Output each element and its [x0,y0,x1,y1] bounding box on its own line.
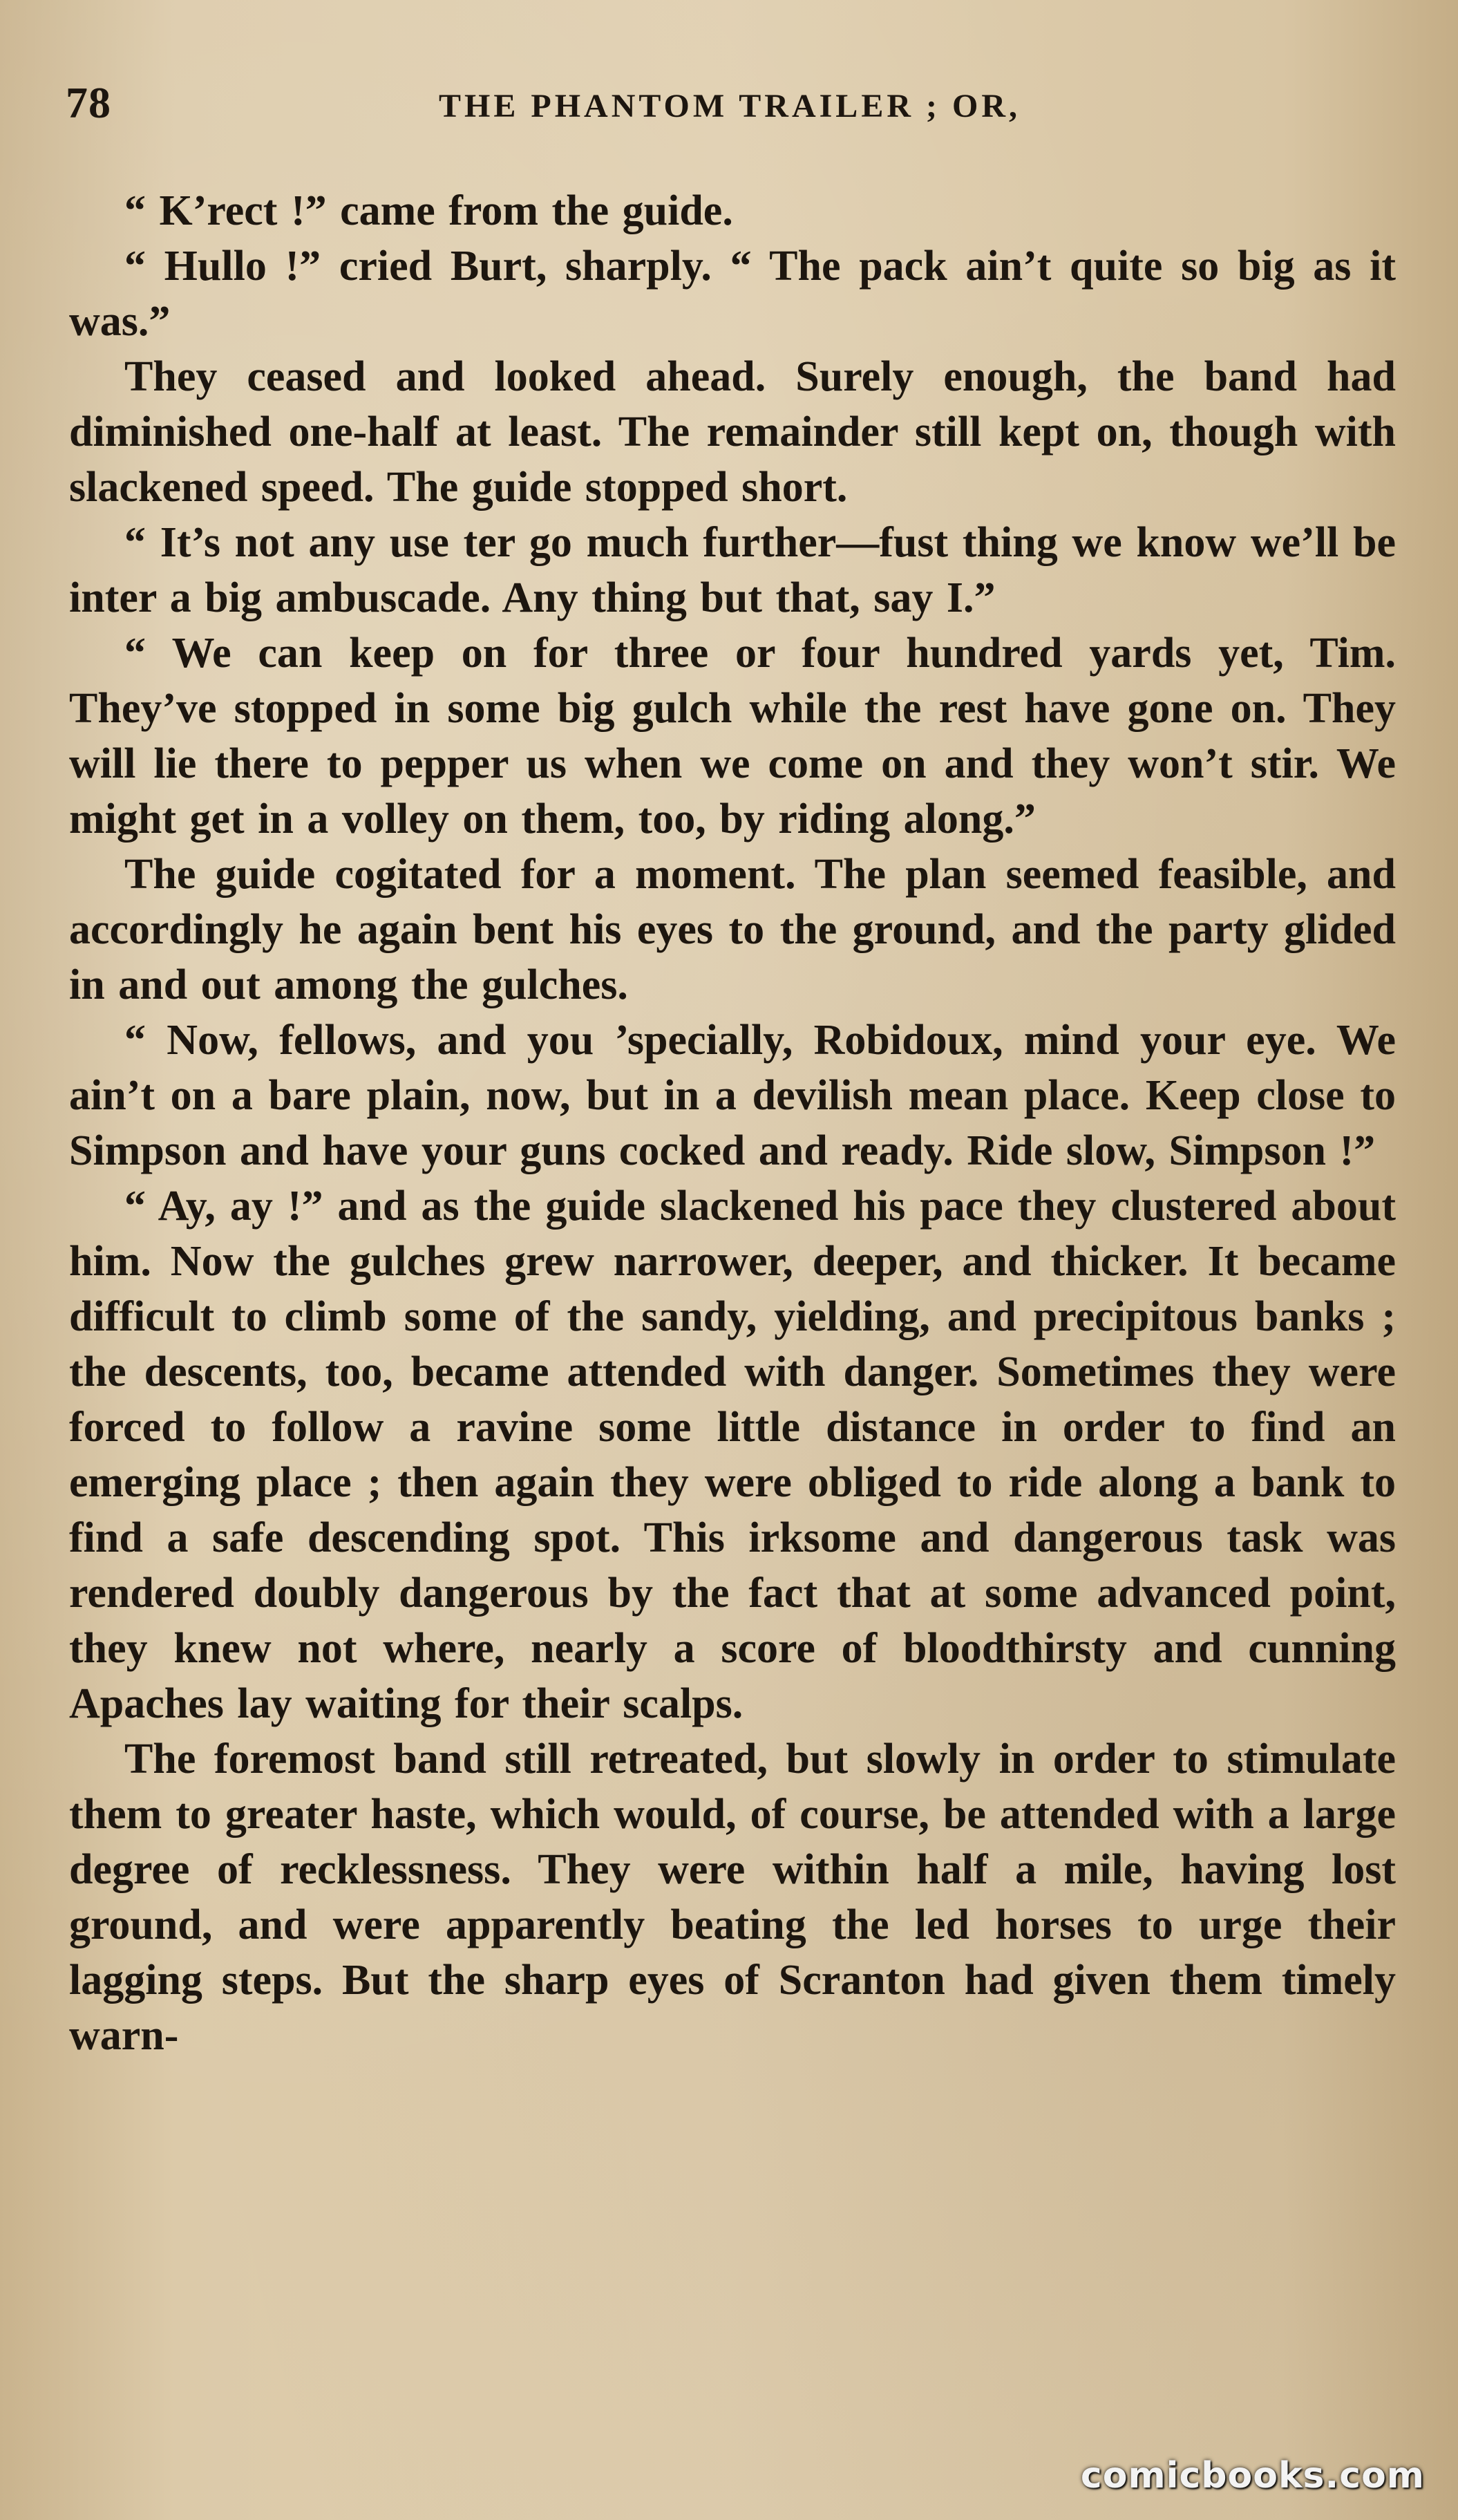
running-head [66,77,1399,140]
body-text [69,183,1396,2063]
paragraph: They ceased and looked ahead. Surely enough, the band had diminished one-half at least. The remainder still kept on, though with slackened speed. The guide stopped short. [69,353,1396,511]
paragraph: “ We can keep on for three or four hundred yards yet, Tim. They’ve stopped in some big gulch while the rest have gone on. They will lie there to pepper us when we come on and they won’t stir. We might get in a volley on them, too, by riding along.” [69,630,1396,843]
paragraph: The foremost band still retreated, but slowly in order to stimulate them to greater haste, which would, of course, be attended with a large degree of recklessness. They were within half a mile, having lost ground, and were apparently beating the led horses to urge their lagging steps. But the sharp eyes of Scranton had given them timely warn- [69,1736,1396,2059]
paragraph: “ It’s not any use ter go much further—fust thing we know we’ll be inter a big ambuscade. Any thing but that, say I.” [69,519,1396,621]
page-number: 78 [66,78,111,127]
watermark-text: comicbooks.com [1080,2455,1425,2497]
running-title: THE PHANTOM TRAILER ; OR, [439,88,1021,124]
paragraph: “ Now, fellows, and you ’specially, Robidoux, mind your eye. We ain’t on a bare plain, now, but in a devilish mean place. Keep close to Simpson and have your guns cocked and ready. Ride slow, Simpson !” [69,1017,1396,1174]
paragraph: The guide cogitated for a moment. The plan seemed feasible, and accordingly he again bent his eyes to the ground, and the party glided in and out among the gulches. [69,851,1396,1008]
paragraph: “ Hullo !” cried Burt, sharply. “ The pack ain’t quite so big as it was.” [69,243,1396,345]
paragraph: “ Ay, ay !” and as the guide slackened his pace they clustered about him. Now the gulches grew narrower, deeper, and thicker. It became difficult to climb some of the sandy, yielding, and precipitous banks ; the descents, too, became attended with danger. Sometimes they were forced to follow a ravine some little distance in order to find an emerging place ; then again they were obliged to ride along a bank to find a safe descending spot. This irksome and dangerous task was rendered doubly dangerous by the fact that at some advanced point, they knew not where, nearly a score of bloodthirsty and cunning Apaches lay waiting for their scalps. [69,1183,1396,1727]
paragraph: “ K’rect !” came from the guide. [124,187,733,234]
